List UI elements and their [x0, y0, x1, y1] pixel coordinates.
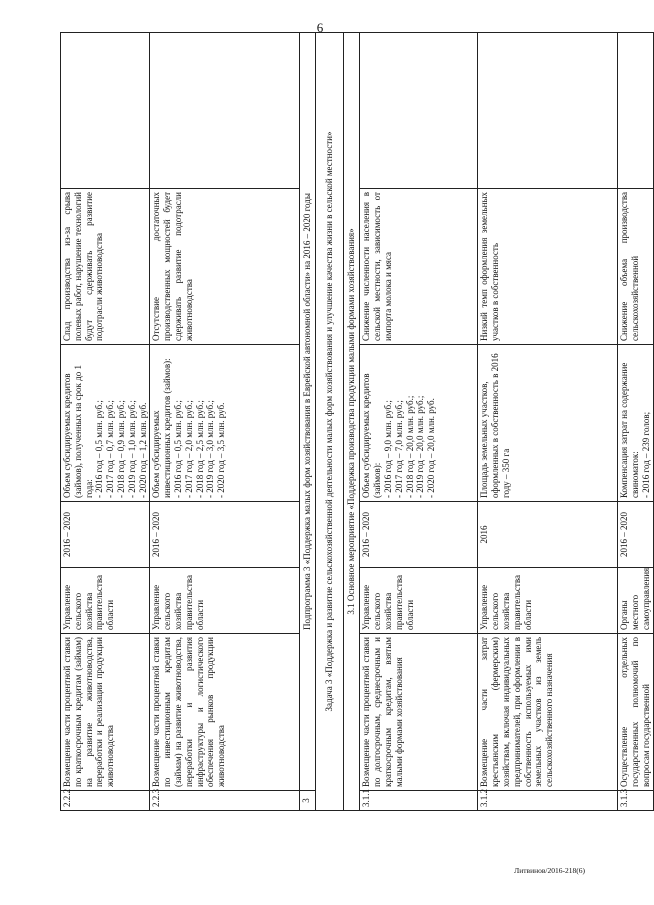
measure-cell: Возмещение части процентной ставки по инвестиционным кредитам (займам) на развитие животноводства, переработки и развития инфраструктуры и логистического обеспечения рынков продукции животноводства [150, 634, 300, 791]
indicator-item: - 2016 год – 239 голов; [640, 411, 651, 498]
executor-cell: Управление сельского хозяйства правительства области [478, 568, 618, 634]
indicator-cell [150, 345, 300, 502]
executor-cell: Органы местного самоуправления [618, 568, 653, 634]
consequences-cell: Спад производства из-за срыва полевых работ, нарушение технологий будут сдерживать развитие подотрасли животноводства [61, 189, 150, 345]
indicator-item: - 2019 год – 3,0 млн. руб.; [205, 400, 216, 498]
link-cell [150, 33, 300, 189]
indicator-item: - 2018 год – 2,5 млн. руб.; [194, 400, 205, 498]
consequences-cell: Отсутствие достаточных производственных мощностей будет сдерживать развитие подотрасли животноводства [150, 189, 300, 345]
indicator-cell [478, 345, 618, 502]
link-cell [478, 33, 618, 189]
table-row [150, 33, 300, 811]
main-event-row [344, 33, 360, 811]
indicator-item: - 2019 год – 20,0 млн. руб.; [415, 395, 426, 498]
page-number: 6 [316, 20, 324, 35]
indicator-item: - 2017 год – 0,7 млн. руб.; [105, 400, 116, 498]
indicator-intro: Объем субсидируемых инвестиционных кредитов (займов): [151, 358, 173, 498]
indicator-cell [618, 345, 653, 502]
executor-cell: Управление сельского хозяйства правительства области [360, 568, 478, 634]
program-table [60, 32, 654, 811]
table-row [61, 33, 150, 811]
indicator-item: - 2016 год – 0,5 млн. руб.; [172, 400, 183, 498]
executor-cell: Управление сельского хозяйства правительства области [150, 568, 300, 634]
indicator-cell [61, 345, 150, 502]
indicator-intro: Компенсация затрат на содержание свиноматок: [619, 362, 641, 498]
link-cell [61, 33, 150, 189]
measure-cell: Возмещение части процентной ставки по краткосрочным кредитам (займам) на развитие животноводства, переработки и реализации продукции животноводства [61, 634, 150, 791]
subprogram-title: Подпрограмма 3 «Поддержка малых форм хозяйствования в Еврейской автономной области» на 2016 – 2020 годы [300, 33, 316, 791]
indicator-item: - 2016 год – 9,0 млн. руб.; [382, 400, 393, 498]
indicator-item: - 2020 год – 20,0 млн. руб. [426, 398, 437, 498]
table-rotated-container [60, 33, 651, 811]
consequences-cell: Снижение численности населения в сельской местности, зависимость от импорта молока и мяса [360, 189, 478, 345]
row-number: 2.2.2 [61, 791, 150, 811]
measure-cell: Возмещение части процентной ставки по долгосрочным, среднесрочным и краткосрочным кредитам, взятым малыми формами хозяйствования [360, 634, 478, 791]
indicator-item: - 2019 год – 1,0 млн. руб.; [126, 400, 137, 498]
measure-cell: Осуществление отдельных государственных полномочий по вопросам государственной [618, 634, 653, 791]
indicator-item: - 2020 год – 1,2 млн. руб. [137, 402, 148, 498]
task-row [316, 33, 344, 811]
consequences-cell: Низкий темп оформления земельных участков в собственность [478, 189, 618, 345]
indicator-item: - 2016 год – 0,5 млн. руб.; [94, 400, 105, 498]
period-cell: 2016 [478, 502, 618, 568]
row-number: 3.1.3 [618, 791, 653, 811]
table-row [618, 33, 653, 811]
task-title: Задача 3 «Поддержка и развитие сельскохозяйственной деятельности малых форм хозяйствования и улучшение качества жизни в сельской местности» [316, 33, 344, 811]
period-cell: 2016 – 2020 [150, 502, 300, 568]
consequences-cell: Снижение объема производства сельскохозяйственной [618, 189, 653, 345]
period-cell: 2016 – 2020 [360, 502, 478, 568]
subprogram-number: 3 [300, 791, 316, 811]
indicator-item: - 2017 год – 7,0 млн. руб.; [393, 400, 404, 498]
indicator-item: - 2018 год – 20,0 млн. руб.; [404, 395, 415, 498]
indicator-intro: Объем субсидируемых кредитов (займов), полученных на срок до 1 года: [62, 365, 94, 498]
measure-cell: Возмещение части затрат крестьянским (фермерским) хозяйствам, включая индивидуальных предпринимателей, при оформлении в собственность используемых ими земельных участков из земель сельскохозяйственного назначения [478, 634, 618, 791]
executor-cell: Управление сельского хозяйства правительства области [61, 568, 150, 634]
subprogram-row [300, 33, 316, 811]
footer-code: Литвинов/2016-218(6) [514, 866, 585, 875]
indicator-item: - 2017 год – 2,0 млн. руб.; [183, 400, 194, 498]
indicator-cell [360, 345, 478, 502]
row-number: 3.1.2 [478, 791, 618, 811]
link-cell [618, 33, 653, 189]
indicator-item: - 2020 год – 3,5 млн. руб. [216, 402, 227, 498]
period-cell: 2016 – 2020 [618, 502, 653, 568]
indicator-intro: Объем субсидируемых кредитов (займов): [361, 373, 383, 498]
main-event-title: 3.1 Основное мероприятие «Поддержка производства продукции малыми формами хозяйствования» [344, 33, 360, 811]
period-cell: 2016 – 2020 [61, 502, 150, 568]
table-row [360, 33, 478, 811]
table-row [478, 33, 618, 811]
row-number: 2.2.3 [150, 791, 300, 811]
link-cell [360, 33, 478, 189]
row-number: 3.1.1 [360, 791, 478, 811]
indicator-item: - 2018 год – 0,9 млн. руб.; [115, 400, 126, 498]
indicator-intro: Площадь земельных участков, оформленных в собственность в 2016 году – 350 га [479, 353, 511, 498]
